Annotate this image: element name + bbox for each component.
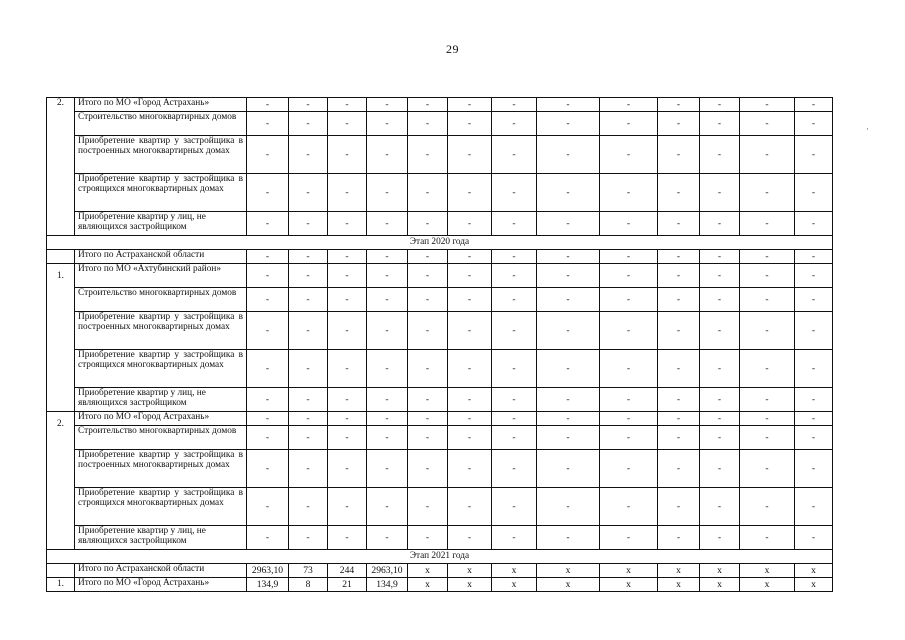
value-cell: - [408, 250, 448, 264]
value-cell: - [537, 264, 600, 288]
value-cell: - [537, 288, 600, 312]
table-row [47, 250, 833, 264]
row-label: Строительство многоквартирных домов [75, 426, 247, 450]
value-cell: - [740, 212, 795, 236]
value-cell: x [408, 564, 448, 578]
value-cell: x [448, 578, 492, 592]
value-cell: - [537, 312, 600, 350]
value-cell: - [658, 112, 700, 136]
value-cell: - [328, 426, 367, 450]
value-cell: - [448, 112, 492, 136]
value-cell: - [328, 526, 367, 550]
stage-row [47, 236, 833, 250]
value-cell: - [795, 312, 833, 350]
value-cell: - [492, 136, 537, 174]
value-cell: - [289, 112, 328, 136]
value-cell: - [492, 174, 537, 212]
value-cell: - [740, 312, 795, 350]
value-cell: - [795, 488, 833, 526]
value-cell: - [740, 426, 795, 450]
value-cell: - [367, 388, 408, 412]
value-cell: - [740, 136, 795, 174]
value-cell: - [247, 312, 289, 350]
value-cell: - [408, 288, 448, 312]
value-cell: - [492, 288, 537, 312]
table-row [47, 174, 833, 212]
value-cell: - [600, 174, 658, 212]
row-label: Приобретение квартир у лиц, не являющихся застройщиком [75, 212, 247, 236]
value-cell: - [289, 412, 328, 426]
value-cell: - [537, 112, 600, 136]
value-cell: - [247, 288, 289, 312]
value-cell: - [700, 450, 740, 488]
row-label: Итого по Астраханской области [75, 564, 247, 578]
value-cell: - [658, 174, 700, 212]
value-cell: - [247, 350, 289, 388]
value-cell: x [448, 564, 492, 578]
value-cell: - [289, 250, 328, 264]
value-cell: - [408, 488, 448, 526]
value-cell: - [492, 98, 537, 112]
value-cell: - [537, 488, 600, 526]
value-cell: - [700, 250, 740, 264]
value-cell: - [658, 388, 700, 412]
value-cell: - [492, 250, 537, 264]
value-cell: - [289, 264, 328, 288]
value-cell: - [600, 426, 658, 450]
value-cell: - [658, 412, 700, 426]
page-number: 29 [446, 42, 459, 56]
value-cell: - [448, 488, 492, 526]
value-cell: - [448, 426, 492, 450]
value-cell: - [537, 136, 600, 174]
row-number: 1. [47, 264, 75, 412]
value-cell: - [600, 412, 658, 426]
row-number: 2. [47, 98, 75, 236]
value-cell: - [740, 488, 795, 526]
value-cell: - [247, 450, 289, 488]
value-cell: 73 [289, 564, 328, 578]
value-cell: - [795, 526, 833, 550]
value-cell: - [600, 288, 658, 312]
value-cell: - [700, 412, 740, 426]
table-row [47, 412, 833, 426]
row-label: Приобретение квартир у застройщика в построенных многоквартирных домах [75, 450, 247, 488]
value-cell: - [658, 288, 700, 312]
value-cell: - [448, 98, 492, 112]
value-cell: - [537, 450, 600, 488]
table-row [47, 526, 833, 550]
value-cell: - [448, 388, 492, 412]
value-cell: - [658, 250, 700, 264]
row-number: 1. [47, 578, 75, 592]
value-cell: - [367, 112, 408, 136]
value-cell: - [328, 250, 367, 264]
value-cell: - [700, 350, 740, 388]
value-cell: x [600, 564, 658, 578]
table-row [47, 112, 833, 136]
value-cell: - [795, 388, 833, 412]
value-cell: - [367, 350, 408, 388]
row-label: Приобретение квартир у застройщика в строящихся многоквартирных домах [75, 488, 247, 526]
value-cell: - [537, 212, 600, 236]
value-cell: - [289, 212, 328, 236]
value-cell: - [448, 526, 492, 550]
table-row [47, 288, 833, 312]
value-cell: - [367, 212, 408, 236]
value-cell: - [289, 526, 328, 550]
value-cell: 244 [328, 564, 367, 578]
value-cell: - [247, 388, 289, 412]
value-cell: - [247, 136, 289, 174]
value-cell: - [600, 250, 658, 264]
value-cell: - [600, 350, 658, 388]
table-row [47, 212, 833, 236]
value-cell: - [658, 426, 700, 450]
row-number [47, 564, 75, 578]
value-cell: x [658, 564, 700, 578]
value-cell: - [328, 112, 367, 136]
value-cell: - [247, 412, 289, 426]
scan-mark: · [866, 124, 869, 134]
value-cell: - [289, 174, 328, 212]
table-row [47, 488, 833, 526]
value-cell: - [537, 426, 600, 450]
value-cell: - [700, 212, 740, 236]
value-cell: - [492, 312, 537, 350]
value-cell: - [600, 450, 658, 488]
value-cell: - [448, 450, 492, 488]
value-cell: 134,9 [367, 578, 408, 592]
value-cell: - [492, 412, 537, 426]
value-cell: - [328, 312, 367, 350]
row-label: Итого по МО «Город Астрахань» [75, 412, 247, 426]
value-cell: - [448, 264, 492, 288]
value-cell: - [600, 212, 658, 236]
row-number [47, 250, 75, 264]
value-cell: - [600, 488, 658, 526]
value-cell: - [408, 526, 448, 550]
value-cell: - [600, 136, 658, 174]
value-cell: - [658, 312, 700, 350]
value-cell: - [600, 312, 658, 350]
value-cell: - [740, 388, 795, 412]
value-cell: - [448, 312, 492, 350]
table-row [47, 264, 833, 288]
value-cell: x [658, 578, 700, 592]
value-cell: - [367, 264, 408, 288]
value-cell: - [367, 488, 408, 526]
value-cell: - [448, 288, 492, 312]
value-cell: x [795, 564, 833, 578]
value-cell: - [537, 250, 600, 264]
stage-row [47, 550, 833, 564]
value-cell: - [658, 526, 700, 550]
value-cell: x [492, 578, 537, 592]
value-cell: - [795, 426, 833, 450]
value-cell: - [328, 288, 367, 312]
value-cell: - [700, 174, 740, 212]
value-cell: - [658, 488, 700, 526]
value-cell: 134,9 [247, 578, 289, 592]
value-cell: - [658, 212, 700, 236]
value-cell: - [795, 174, 833, 212]
value-cell: - [740, 412, 795, 426]
value-cell: - [448, 250, 492, 264]
value-cell: - [247, 526, 289, 550]
row-label: Итого по МО «Город Астрахань» [75, 578, 247, 592]
value-cell: x [740, 564, 795, 578]
table-row [47, 136, 833, 174]
value-cell: - [289, 98, 328, 112]
value-cell: - [492, 350, 537, 388]
value-cell: - [247, 212, 289, 236]
value-cell: - [700, 264, 740, 288]
value-cell: - [328, 212, 367, 236]
table-row [47, 388, 833, 412]
value-cell: - [537, 526, 600, 550]
value-cell: - [600, 264, 658, 288]
value-cell: - [408, 450, 448, 488]
value-cell: - [537, 412, 600, 426]
value-cell: - [289, 350, 328, 388]
value-cell: - [289, 488, 328, 526]
row-label: Итого по МО «Ахтубинский район» [75, 264, 247, 288]
value-cell: - [367, 288, 408, 312]
value-cell: - [740, 250, 795, 264]
value-cell: - [328, 98, 367, 112]
row-label: Приобретение квартир у лиц, не являющихся застройщиком [75, 388, 247, 412]
value-cell: - [537, 350, 600, 388]
value-cell: - [795, 98, 833, 112]
value-cell: - [700, 526, 740, 550]
value-cell: - [795, 112, 833, 136]
value-cell: - [700, 488, 740, 526]
table-row [47, 350, 833, 388]
value-cell: - [289, 312, 328, 350]
value-cell: - [600, 526, 658, 550]
value-cell: - [367, 98, 408, 112]
value-cell: - [700, 426, 740, 450]
value-cell: - [492, 526, 537, 550]
value-cell: - [367, 250, 408, 264]
value-cell: - [367, 136, 408, 174]
row-label: Итого по МО «Город Астрахань» [75, 98, 247, 112]
row-label: Приобретение квартир у застройщика в строящихся многоквартирных домах [75, 350, 247, 388]
value-cell: - [658, 98, 700, 112]
value-cell: - [740, 350, 795, 388]
value-cell: - [492, 488, 537, 526]
value-cell: x [537, 564, 600, 578]
value-cell: - [408, 426, 448, 450]
value-cell: x [795, 578, 833, 592]
value-cell: - [247, 174, 289, 212]
value-cell: - [367, 526, 408, 550]
value-cell: x [700, 578, 740, 592]
value-cell: - [492, 212, 537, 236]
value-cell: - [795, 288, 833, 312]
stage-heading: Этап 2020 года [47, 236, 833, 250]
value-cell: - [289, 450, 328, 488]
row-label: Приобретение квартир у застройщика в строящихся многоквартирных домах [75, 174, 247, 212]
value-cell: x [537, 578, 600, 592]
row-number: 2. [47, 412, 75, 550]
value-cell: - [448, 174, 492, 212]
value-cell: - [328, 350, 367, 388]
value-cell: - [795, 450, 833, 488]
table-row [47, 98, 833, 112]
value-cell: - [408, 136, 448, 174]
value-cell: - [328, 264, 367, 288]
value-cell: - [600, 112, 658, 136]
value-cell: - [408, 264, 448, 288]
value-cell: x [492, 564, 537, 578]
value-cell: x [700, 564, 740, 578]
value-cell: - [795, 264, 833, 288]
value-cell: - [247, 488, 289, 526]
value-cell: - [448, 212, 492, 236]
value-cell: - [492, 426, 537, 450]
housing-program-table [46, 97, 833, 592]
value-cell: - [795, 412, 833, 426]
value-cell: - [700, 288, 740, 312]
row-label: Строительство многоквартирных домов [75, 288, 247, 312]
value-cell: - [537, 174, 600, 212]
value-cell: - [448, 350, 492, 388]
value-cell: - [658, 350, 700, 388]
value-cell: - [658, 136, 700, 174]
value-cell: - [492, 388, 537, 412]
value-cell: - [700, 112, 740, 136]
table-body [47, 98, 833, 592]
value-cell: - [795, 350, 833, 388]
value-cell: - [289, 288, 328, 312]
value-cell: 2963,10 [247, 564, 289, 578]
value-cell: - [247, 98, 289, 112]
value-cell: - [328, 136, 367, 174]
value-cell: - [448, 136, 492, 174]
value-cell: - [700, 98, 740, 112]
value-cell: - [408, 212, 448, 236]
value-cell: - [700, 388, 740, 412]
table-row [47, 564, 833, 578]
value-cell: - [247, 426, 289, 450]
value-cell: - [740, 450, 795, 488]
value-cell: - [289, 136, 328, 174]
table-row [47, 312, 833, 350]
value-cell: - [328, 450, 367, 488]
value-cell: x [408, 578, 448, 592]
value-cell: 2963,10 [367, 564, 408, 578]
value-cell: - [247, 250, 289, 264]
value-cell: - [408, 98, 448, 112]
value-cell: - [328, 388, 367, 412]
value-cell: - [247, 264, 289, 288]
value-cell: - [600, 388, 658, 412]
value-cell: x [740, 578, 795, 592]
value-cell: - [600, 98, 658, 112]
value-cell: - [658, 264, 700, 288]
row-label: Приобретение квартир у застройщика в построенных многоквартирных домах [75, 136, 247, 174]
value-cell: - [537, 388, 600, 412]
value-cell: - [328, 174, 367, 212]
value-cell: - [492, 450, 537, 488]
row-label: Приобретение квартир у застройщика в построенных многоквартирных домах [75, 312, 247, 350]
value-cell: - [740, 264, 795, 288]
value-cell: - [367, 174, 408, 212]
value-cell: - [408, 312, 448, 350]
value-cell: - [408, 174, 448, 212]
value-cell: 8 [289, 578, 328, 592]
value-cell: - [247, 112, 289, 136]
value-cell: - [408, 350, 448, 388]
value-cell: - [492, 112, 537, 136]
row-label: Итого по Астраханской области [75, 250, 247, 264]
table-row [47, 450, 833, 488]
value-cell: - [700, 312, 740, 350]
value-cell: - [740, 112, 795, 136]
value-cell: - [367, 450, 408, 488]
table-row [47, 578, 833, 592]
value-cell: - [740, 174, 795, 212]
value-cell: - [289, 426, 328, 450]
row-label: Строительство многоквартирных домов [75, 112, 247, 136]
value-cell: - [328, 412, 367, 426]
value-cell: - [367, 426, 408, 450]
value-cell: - [700, 136, 740, 174]
row-label: Приобретение квартир у лиц, не являющихся застройщиком [75, 526, 247, 550]
value-cell: - [740, 288, 795, 312]
value-cell: - [367, 412, 408, 426]
value-cell: x [600, 578, 658, 592]
value-cell: 21 [328, 578, 367, 592]
value-cell: - [740, 98, 795, 112]
value-cell: - [367, 312, 408, 350]
value-cell: - [740, 526, 795, 550]
value-cell: - [408, 412, 448, 426]
value-cell: - [795, 136, 833, 174]
value-cell: - [448, 412, 492, 426]
value-cell: - [289, 388, 328, 412]
value-cell: - [537, 98, 600, 112]
value-cell: - [795, 212, 833, 236]
value-cell: - [658, 450, 700, 488]
table-row [47, 426, 833, 450]
value-cell: - [408, 112, 448, 136]
value-cell: - [408, 388, 448, 412]
value-cell: - [795, 250, 833, 264]
stage-heading: Этап 2021 года [47, 550, 833, 564]
value-cell: - [492, 264, 537, 288]
value-cell: - [328, 488, 367, 526]
